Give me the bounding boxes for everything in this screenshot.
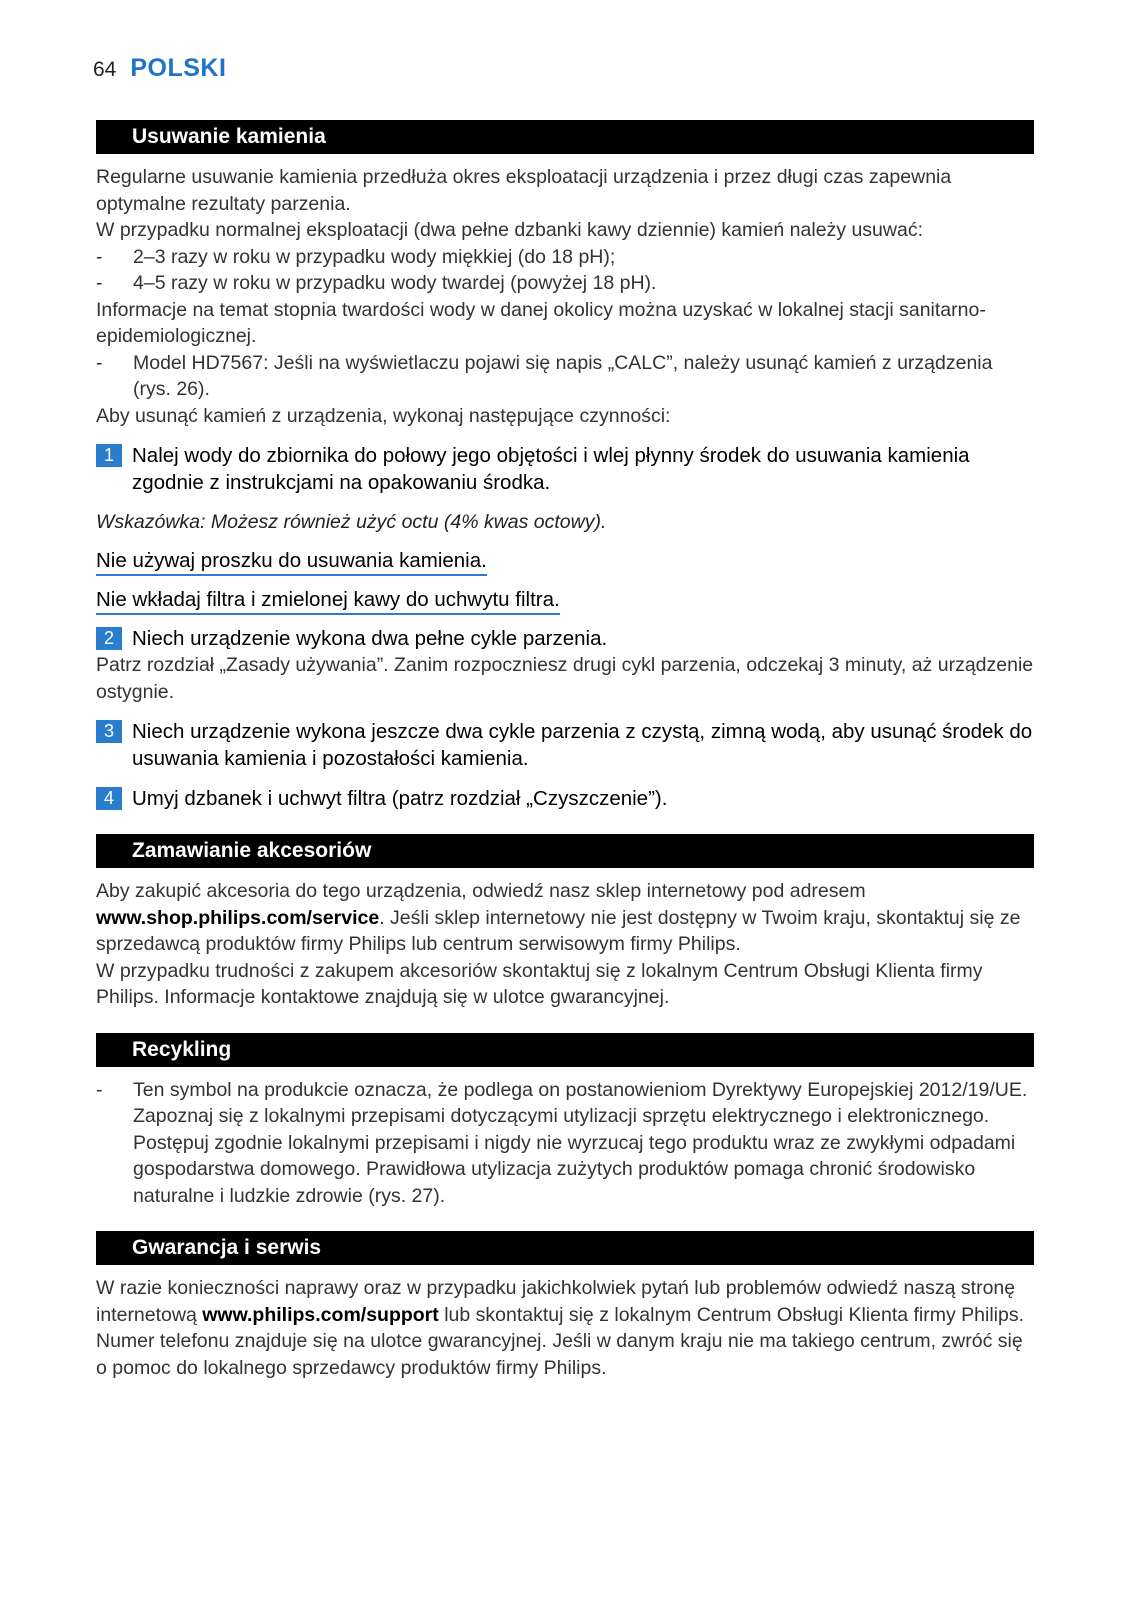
list-item-soft-water: 2–3 razy w roku w przypadku wody miękkiej (do 18 pH); bbox=[133, 245, 616, 268]
accessories-paragraph: Aby zakupić akcesoria do tego urządzenia, odwiedź nasz sklep internetowy pod adresem www.shop.philips.com/service. Jeśli sklep internetowy nie jest dostępny w Twoim kraju, skontaktuj się ze sprzedawcą produktów firmy Philips lub centrum serwisowym firmy Philips. bbox=[96, 880, 1021, 955]
step-number-badge: 4 bbox=[96, 787, 122, 810]
tip-note: Wskazówka: Możesz również użyć octu (4% kwas octowy). bbox=[96, 511, 607, 533]
support-link[interactable]: www.philips.com/support bbox=[202, 1303, 439, 1326]
step-text: Niech urządzenie wykona dwa pełne cykle parzenia. bbox=[132, 627, 608, 650]
list-item: - Model HD7567: Jeśli na wyświetlaczu pojawi się napis „CALC”, należy usunąć kamień z urządzenia (rys. 26). bbox=[96, 350, 1034, 403]
recycling-text: Ten symbol na produkcie oznacza, że podlega on postanowieniom Dyrektywy Europejskiej 2012/19/UE. Zapoznaj się z lokalnymi przepisami dotyczącymi utylizacji sprzętu elektrycznego i elektronicznego. Postępuj zgodnie lokalnymi przepisami i nigdy nie wyrzucaj tego produktu wraz ze zwykłymi odpadami gospodarstwa domowego. Prawidłowa utylizacja zużytych produktów pomaga chronić środowisko naturalne i ludzkie zdrowie (rys. 27). bbox=[133, 1078, 1028, 1207]
list-item: - 4–5 razy w roku w przypadku wody twardej (powyżej 18 pH). bbox=[96, 270, 1034, 297]
step-number-badge: 3 bbox=[96, 720, 122, 743]
step-4 bbox=[96, 785, 1034, 812]
step-text: Nalej wody do zbiornika do połowy jego objętości i wlej płynny środek do usuwania kamienia zgodnie z instrukcjami na opakowaniu środka. bbox=[132, 444, 970, 494]
step-text: Niech urządzenie wykona jeszcze dwa cykle parzenia z czystą, zimną wodą, aby usunąć środek do usuwania kamienia i pozostałości kamienia. bbox=[132, 720, 1033, 770]
model-calc-note: Model HD7567: Jeśli na wyświetlaczu pojawi się napis „CALC”, należy usunąć kamień z urządzenia (rys. 26). bbox=[133, 351, 993, 400]
step-2 bbox=[96, 625, 1034, 652]
step-number-badge: 1 bbox=[96, 444, 122, 467]
list-item: - 2–3 razy w roku w przypadku wody miękkiej (do 18 pH); bbox=[96, 244, 1034, 271]
warning-text: Nie wkładaj filtra i zmielonej kawy do uchwytu filtra. bbox=[96, 588, 560, 615]
step-2-note: Patrz rozdział „Zasady używania”. Zanim rozpoczniesz drugi cykl parzenia, odczekaj 3 minuty, aż urządzenie ostygnie. bbox=[96, 654, 1034, 703]
page-header bbox=[93, 54, 226, 90]
list-item-hard-water: 4–5 razy w roku w przypadku wody twardej (powyżej 18 pH). bbox=[133, 272, 657, 294]
shop-link[interactable]: www.shop.philips.com/service bbox=[96, 906, 380, 929]
language-title: POLSKI bbox=[130, 54, 227, 82]
list-item: - Ten symbol na produkcie oznacza, że podlega on postanowieniom Dyrektywy Europejskiej 2012/19/UE. Zapoznaj się z lokalnymi przepisami dotyczącymi utylizacji sprzętu elektrycznego i elektronicznego. Postępuj zgodnie lokalnymi przepisami i nigdy nie wyrzucaj tego produktu wraz ze zwykłymi odpadami gospodarstwa domowego. Prawidłowa utylizacja zużytych produktów pomaga chronić środowisko naturalne i ludzkie zdrowie (rys. 27). bbox=[96, 1077, 1034, 1210]
descaling-intro bbox=[96, 164, 1034, 429]
descaling-intro-2: W przypadku normalnej eksploatacji (dwa pełne dzbanki kawy dziennie) kamień należy usuwać: bbox=[96, 219, 923, 241]
section-heading-descaling: Usuwanie kamienia bbox=[96, 120, 1034, 154]
warning-note bbox=[96, 586, 1034, 613]
step-1 bbox=[96, 442, 1034, 496]
section-heading-accessories: Zamawianie akcesoriów bbox=[96, 834, 1034, 868]
step-3 bbox=[96, 718, 1034, 772]
section-heading-recycling: Recykling bbox=[96, 1033, 1034, 1067]
recycling-body bbox=[96, 1077, 1034, 1210]
descaling-intro-1: Regularne usuwanie kamienia przedłuża okres eksploatacji urządzenia i przez długi czas zapewnia optymalne rezultaty parzenia. bbox=[96, 166, 952, 215]
warranty-paragraph: W razie konieczności naprawy oraz w przypadku jakichkolwiek pytań lub problemów odwiedź naszą stronę internetową www.philips.com/support lub skontaktuj się z lokalnym Centrum Obsługi Klienta firmy Philips. Numer telefonu znajduje się na ulotce gwarancyjnej. Jeśli w danym kraju nie ma takiego centrum, zwróć się o pomoc do lokalnego sprzedawcy produktów firmy Philips. bbox=[96, 1277, 1025, 1379]
accessories-body bbox=[96, 878, 1034, 1011]
warning-text: Nie używaj proszku do usuwania kamienia. bbox=[96, 549, 487, 576]
accessories-paragraph-2: W przypadku trudności z zakupem akcesoriów skontaktuj się z lokalnym Centrum Obsługi Klienta firmy Philips. Informacje kontaktowe znajdują się w ulotce gwarancyjnej. bbox=[96, 959, 983, 1008]
descaling-lead: Aby usunąć kamień z urządzenia, wykonaj następujące czynności: bbox=[96, 404, 671, 427]
warranty-body bbox=[96, 1275, 1034, 1381]
page-content bbox=[96, 120, 1034, 1381]
hardness-info: Informacje na temat stopnia twardości wody w danej okolicy można uzyskać w lokalnej stacji sanitarno-epidemiologicznej. bbox=[96, 298, 986, 347]
step-number-badge: 2 bbox=[96, 627, 122, 650]
page-number: 64 bbox=[93, 58, 117, 81]
section-heading-warranty: Gwarancja i serwis bbox=[96, 1231, 1034, 1265]
warning-note bbox=[96, 547, 1034, 574]
step-text: Umyj dzbanek i uchwyt filtra (patrz rozdział „Czyszczenie”). bbox=[132, 787, 668, 810]
